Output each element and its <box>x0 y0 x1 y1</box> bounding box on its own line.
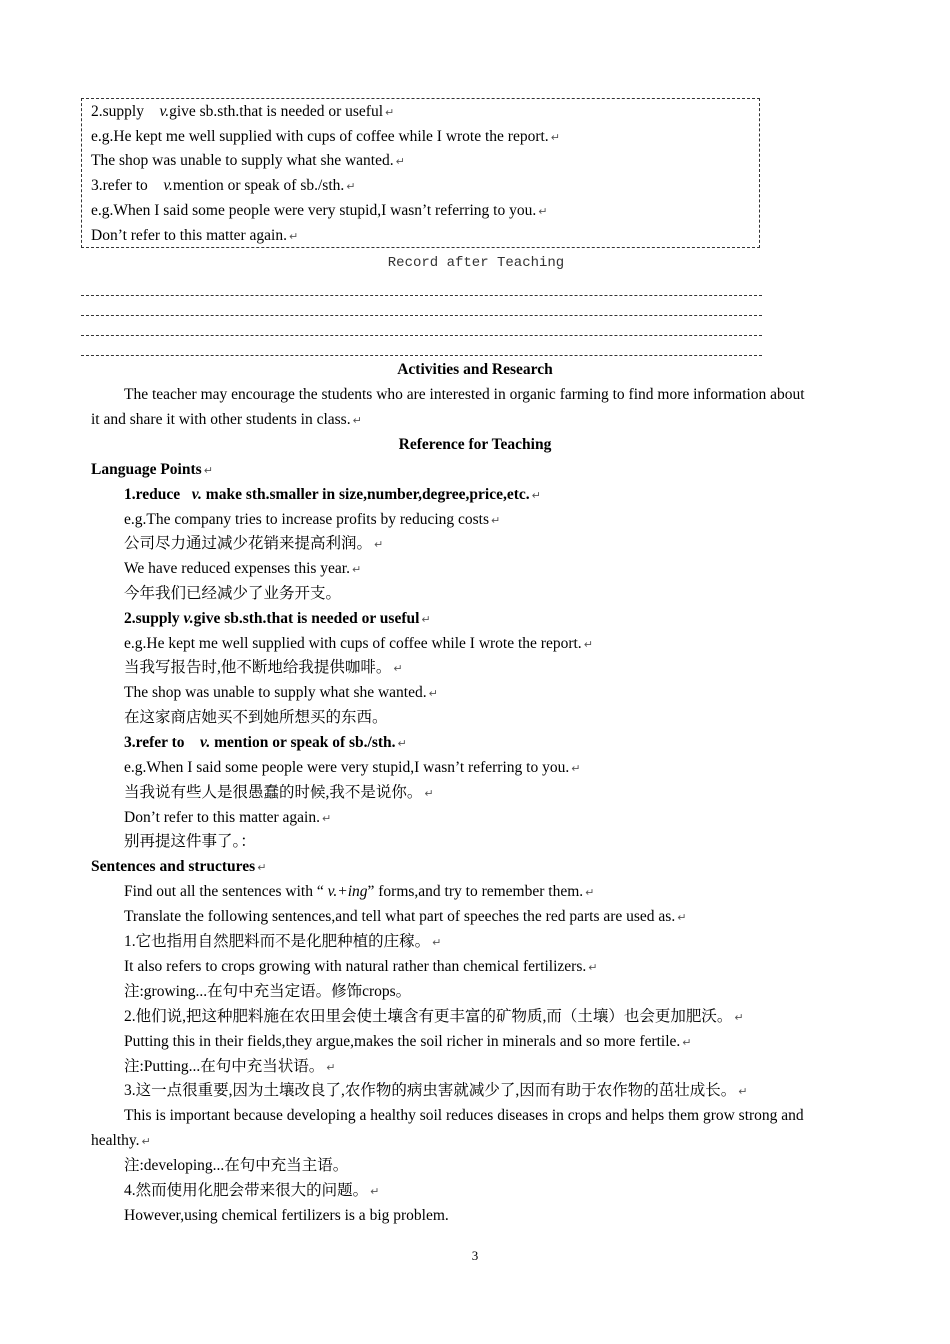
activities-paragraph-line-2: it and share it with other students in class. ↵ <box>91 411 362 428</box>
paragraph-mark-icon: ↵ <box>588 961 598 974</box>
reduce-example-2-translation: 今年我们已经减少了业务开支。 <box>124 585 342 602</box>
sentence-2-chinese: 2.他们说,把这种肥料施在农田里会使土壤含有更丰富的矿物质,而（土壤）也会更加肥沃。 ↵ <box>124 1008 744 1025</box>
paragraph-mark-icon: ↵ <box>321 812 332 825</box>
paragraph-mark-icon: ↵ <box>352 414 362 427</box>
find-sentences-instruction: Find out all the sentences with “ v.+ing” forms,and try to remember them. ↵ <box>124 883 595 900</box>
sentence-3-note: 注:developing...在句中充当主语。 <box>124 1157 349 1174</box>
box-supply-example-2: The shop was unable to supply what she wanted. ↵ <box>91 152 405 169</box>
refer-example-2-translation: 别再提这件事了。： <box>124 833 256 850</box>
reduce-example-1-translation: 公司尽力通过减少花销来提高利润。 ↵ <box>124 535 384 552</box>
record-line <box>81 355 762 356</box>
paragraph-mark-icon: ↵ <box>203 464 213 477</box>
supply-example-1-translation: 当我写报告时,他不断地给我提供咖啡。 ↵ <box>124 659 403 676</box>
paragraph-mark-icon: ↵ <box>393 662 403 675</box>
refer-example-1-translation: 当我说有些人是很愚蠢的时候,我不是说你。 ↵ <box>124 784 434 801</box>
paragraph-mark-icon: ↵ <box>346 180 356 193</box>
record-line <box>81 295 762 296</box>
box-refer-example-1: e.g.When I said some people were very stupid,I wasn’t referring to you. ↵ <box>91 202 548 219</box>
sentence-3-english-line-1: This is important because developing a healthy soil reduces diseases in crops and helps them grow strong and <box>124 1107 804 1124</box>
sentence-3-english-line-2: healthy. ↵ <box>91 1132 151 1149</box>
supply-example-1: e.g.He kept me well supplied with cups of coffee while I wrote the report. ↵ <box>124 635 593 652</box>
paragraph-mark-icon: ↵ <box>141 1135 151 1148</box>
paragraph-mark-icon: ↵ <box>734 1011 744 1024</box>
sentence-1-chinese: 1.它也指用自然肥料而不是化肥种植的庄稼。 ↵ <box>124 933 442 950</box>
paragraph-mark-icon: ↵ <box>424 787 434 800</box>
paragraph-mark-icon: ↵ <box>395 155 405 168</box>
sentence-1-english: It also refers to crops growing with natural rather than chemical fertilizers. ↵ <box>124 958 598 975</box>
sentence-4-english: However,using chemical fertilizers is a big problem. <box>124 1207 449 1224</box>
paragraph-mark-icon: ↵ <box>677 911 687 924</box>
activities-title: Activities and Research <box>397 361 553 378</box>
box-supply-heading: 2.supply v.give sb.sth.that is needed or useful ↵ <box>91 103 395 120</box>
paragraph-mark-icon: ↵ <box>370 1185 380 1198</box>
activities-paragraph-line-1: The teacher may encourage the students who are interested in organic farming to find more information about <box>124 386 805 403</box>
paragraph-mark-icon: ↵ <box>326 1061 336 1074</box>
paragraph-mark-icon: ↵ <box>738 1085 748 1098</box>
paragraph-mark-icon: ↵ <box>421 613 431 626</box>
refer-example-1: e.g.When I said some people were very stupid,I wasn’t referring to you. ↵ <box>124 759 581 776</box>
supply-example-2: The shop was unable to supply what she wanted. ↵ <box>124 684 438 701</box>
supply-example-2-translation: 在这家商店她买不到她所想买的东西。 <box>124 709 388 726</box>
record-after-teaching-title: Record after Teaching <box>387 255 565 271</box>
paragraph-mark-icon: ↵ <box>583 638 593 651</box>
reduce-example-2: We have reduced expenses this year. ↵ <box>124 560 362 577</box>
sentence-2-english: Putting this in their fields,they argue,makes the soil richer in minerals and so more fertile. ↵ <box>124 1033 692 1050</box>
paragraph-mark-icon: ↵ <box>550 131 560 144</box>
paragraph-mark-icon: ↵ <box>682 1036 692 1049</box>
paragraph-mark-icon: ↵ <box>352 563 362 576</box>
sentence-2-note: 注:Putting...在句中充当状语。 ↵ <box>124 1058 336 1075</box>
paragraph-mark-icon: ↵ <box>585 886 595 899</box>
paragraph-mark-icon: ↵ <box>428 687 438 700</box>
paragraph-mark-icon: ↵ <box>531 489 541 502</box>
paragraph-mark-icon: ↵ <box>385 106 395 119</box>
refer-example-2: Don’t refer to this matter again. ↵ <box>124 809 332 826</box>
paragraph-mark-icon: ↵ <box>571 762 581 775</box>
reduce-heading: 1.reduce v. make sth.smaller in size,number,degree,price,etc. ↵ <box>124 486 541 503</box>
reduce-example-1: e.g.The company tries to increase profits by reducing costs ↵ <box>124 511 501 528</box>
box-supply-example-1: e.g.He kept me well supplied with cups of coffee while I wrote the report. ↵ <box>91 128 560 145</box>
paragraph-mark-icon: ↵ <box>374 538 384 551</box>
refer-heading: 3.refer to v. mention or speak of sb./sth. ↵ <box>124 734 407 751</box>
sentence-3-chinese: 3.这一点很重要,因为土壤改良了,农作物的病虫害就减少了,因而有助于农作物的茁壮成长。 ↵ <box>124 1082 748 1099</box>
paragraph-mark-icon: ↵ <box>397 737 407 750</box>
record-line <box>81 315 762 316</box>
record-line <box>81 335 762 336</box>
paragraph-mark-icon: ↵ <box>432 936 442 949</box>
paragraph-mark-icon: ↵ <box>257 861 267 874</box>
paragraph-mark-icon: ↵ <box>538 205 548 218</box>
box-refer-heading: 3.refer to v.mention or speak of sb./sth. ↵ <box>91 177 356 194</box>
supply-heading: 2.supply v.give sb.sth.that is needed or useful ↵ <box>124 610 431 627</box>
paragraph-mark-icon: ↵ <box>288 230 299 243</box>
sentence-1-note: 注:growing...在句中充当定语。修饰crops。 <box>124 983 412 1000</box>
paragraph-mark-icon: ↵ <box>491 514 501 527</box>
sentence-4-chinese: 4.然而使用化肥会带来很大的问题。 ↵ <box>124 1182 380 1199</box>
language-points-heading: Language Points ↵ <box>91 461 213 478</box>
translate-instruction: Translate the following sentences,and tell what part of speeches the red parts are used as. ↵ <box>124 908 687 925</box>
box-refer-example-2: Don’t refer to this matter again. ↵ <box>91 227 299 244</box>
sentences-structures-heading: Sentences and structures ↵ <box>91 858 267 875</box>
reference-title: Reference for Teaching <box>398 436 552 453</box>
page-number: 3 <box>471 1248 479 1263</box>
